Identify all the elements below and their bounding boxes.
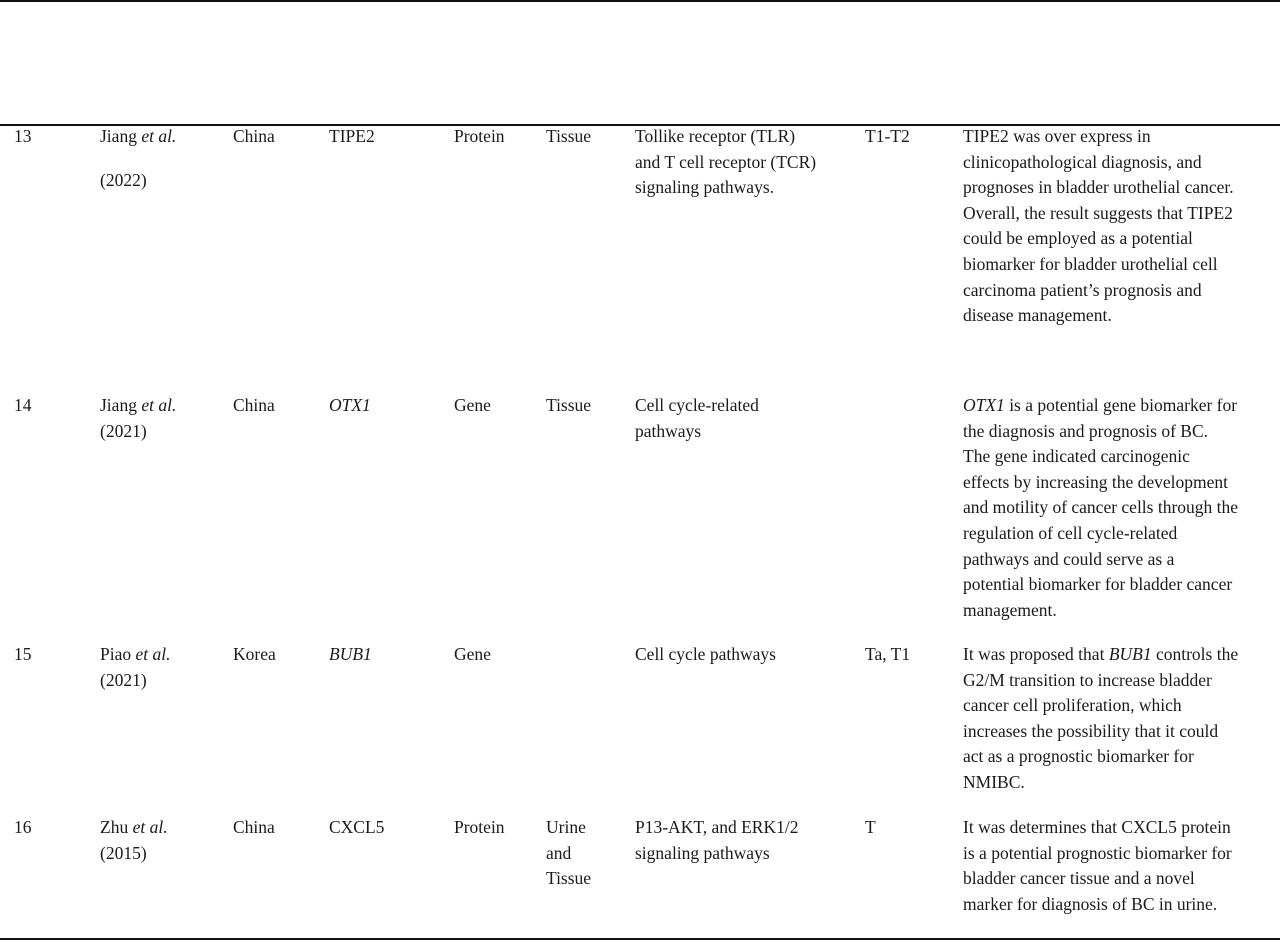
pathway-cell: [635, 642, 776, 668]
finding-line: and motility of cancer cells through the: [963, 497, 1239, 518]
finding-line: is a potential prognostic biomarker for: [963, 842, 1232, 863]
finding-line-pre: It was proposed that: [963, 644, 1109, 664]
finding-line: clinicopathological diagnosis, and: [963, 151, 1202, 172]
sample-line: and: [546, 842, 572, 863]
finding-line: It was determines that CXCL5 protein: [963, 817, 1231, 837]
pathway-cell: [635, 815, 798, 866]
sample-line: Tissue: [546, 395, 592, 415]
pathway-line: signaling pathways: [635, 842, 770, 863]
pathway-line: and T cell receptor (TCR): [635, 151, 817, 172]
author-etal: et al.: [141, 395, 177, 415]
country-cell: Korea: [233, 644, 276, 664]
finding-line: marker for diagnosis of BC in urine.: [963, 893, 1218, 914]
sample-cell: [546, 124, 591, 150]
author-etal: et al.: [132, 817, 168, 837]
stage-cell: Ta, T1: [865, 644, 911, 664]
pathway-line: Cell cycle-related: [635, 395, 759, 415]
author-year: (2021): [100, 669, 147, 690]
country-cell: China: [233, 817, 275, 837]
author-name: Piao: [100, 644, 132, 664]
sample-line: Tissue: [546, 868, 592, 889]
finding-line: act as a prognostic biomarker for: [963, 746, 1194, 767]
stage-cell: T1-T2: [865, 126, 910, 146]
stage-cell: T: [865, 817, 876, 837]
row-number: 15: [14, 644, 32, 664]
row-number: 13: [14, 126, 32, 146]
finding-cell: [963, 642, 1275, 796]
author-cell: [100, 815, 168, 866]
author-name: Zhu: [100, 817, 129, 837]
finding-line: could be employed as a potential: [963, 228, 1193, 249]
finding-line: pathways and could serve as a: [963, 548, 1175, 569]
author-year: (2022): [100, 169, 147, 190]
sample-line: Urine: [546, 817, 586, 837]
author-year: (2021): [100, 420, 147, 441]
finding-line: cancer cell proliferation, which: [963, 695, 1182, 716]
author-cell: [100, 124, 176, 193]
pathway-cell: [635, 393, 759, 444]
finding-gene: OTX1: [963, 395, 1005, 415]
author-cell: [100, 393, 176, 444]
author-name: Jiang: [100, 126, 137, 146]
country-cell: China: [233, 126, 275, 146]
finding-line: Overall, the result suggests that TIPE2: [963, 202, 1233, 223]
spacer: [100, 150, 176, 168]
finding-line-rest: controls the: [1151, 644, 1239, 664]
finding-line: TIPE2 was over express in: [963, 126, 1151, 146]
finding-line: disease management.: [963, 305, 1112, 326]
biomarker-cell: CXCL5: [329, 817, 385, 837]
table-bottom-rule: [0, 938, 1280, 940]
finding-cell: [963, 124, 1275, 329]
finding-line: biomarker for bladder urothelial cell: [963, 253, 1218, 274]
row-number: 16: [14, 817, 32, 837]
author-year: (2015): [100, 842, 147, 863]
finding-line: effects by increasing the development: [963, 471, 1228, 492]
pathway-line: Cell cycle pathways: [635, 644, 776, 664]
type-cell: Gene: [454, 395, 491, 415]
finding-line: G2/M transition to increase bladder: [963, 669, 1212, 690]
author-etal: et al.: [141, 126, 177, 146]
finding-line: prognoses in bladder urothelial cancer.: [963, 177, 1234, 198]
finding-line: management.: [963, 599, 1057, 620]
biomarker-cell: TIPE2: [329, 126, 375, 146]
pathway-line: pathways: [635, 420, 702, 441]
author-name: Jiang: [100, 395, 137, 415]
type-cell: Gene: [454, 644, 491, 664]
author-cell: [100, 642, 171, 693]
finding-gene: BUB1: [1108, 644, 1152, 664]
finding-line: regulation of cell cycle-related: [963, 522, 1178, 543]
pathway-line: signaling pathways.: [635, 177, 775, 198]
biomarker-cell: OTX1: [329, 395, 371, 415]
finding-line: potential biomarker for bladder cancer: [963, 574, 1233, 595]
row-number: 14: [14, 395, 32, 415]
pathway-line: Tollike receptor (TLR): [635, 126, 796, 146]
author-etal: et al.: [135, 644, 171, 664]
finding-line: NMIBC.: [963, 771, 1025, 792]
biomarker-cell: BUB1: [329, 644, 372, 664]
sample-cell: [546, 815, 591, 892]
sample-line: Tissue: [546, 126, 592, 146]
type-cell: Protein: [454, 817, 505, 837]
sample-cell: [546, 393, 591, 419]
country-cell: China: [233, 395, 275, 415]
pathway-line: P13-AKT, and ERK1/2: [635, 817, 799, 837]
finding-line: the diagnosis and prognosis of BC.: [963, 420, 1208, 441]
finding-line: bladder cancer tissue and a novel: [963, 868, 1195, 889]
type-cell: Protein: [454, 126, 505, 146]
finding-line: carcinoma patient’s prognosis and: [963, 279, 1202, 300]
finding-cell: [963, 815, 1275, 917]
finding-line: The gene indicated carcinogenic: [963, 446, 1190, 467]
table-top-rule: [0, 0, 1280, 2]
finding-line: increases the possibility that it could: [963, 720, 1219, 741]
pathway-cell: [635, 124, 816, 201]
finding-line-rest: is a potential gene biomarker for: [1004, 395, 1238, 415]
finding-cell: [963, 393, 1275, 623]
